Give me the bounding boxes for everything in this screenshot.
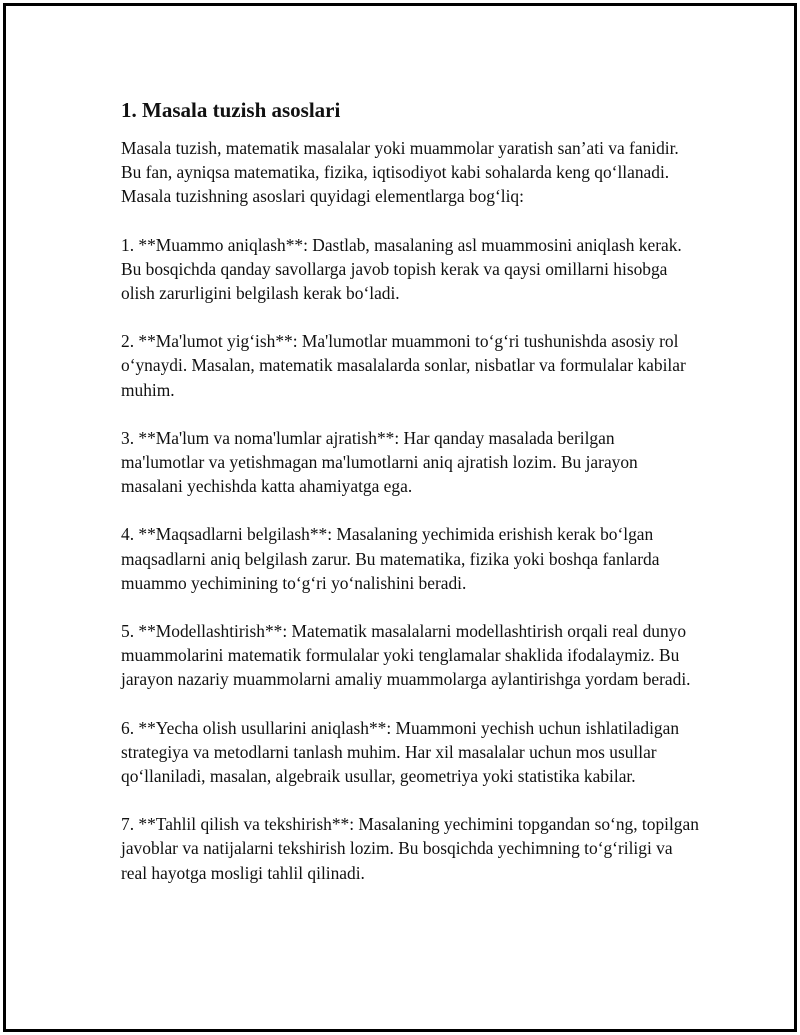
list-item-muammo-aniqlash: 1. **Muammo aniqlash**: Dastlab, masalaning asl muammosini aniqlash kerak. Bu bosqichda qanday savollarga javob topish kerak va qaysi omillarni hisobga olish zarurligini belgilash kerak bo‘ladi.: [121, 234, 682, 304]
list-item-maqsadlar: 4. **Maqsadlarni belgilash**: Masalaning yechimida erishish kerak bo‘lgan maqsadlarni aniq belgilash zarur. Bu matematika, fizika yoki boshqa fanlarda muammo yechimining to‘g‘ri yo‘nalishini beradi.: [121, 524, 660, 593]
list-item-usullar: 6. **Yecha olish usullarini aniqlash**: Muammoni yechish uchun ishlatiladigan strategiya va metodlarni tanlash muhim. Har xil masalalar uchun mos usullar qo‘llaniladi, masalan, algebraik usullar, geometriya yoki statistika kabilar.: [121, 717, 680, 787]
list-item-tahlil: 7. **Tahlil qilish va tekshirish**: Masalaning yechimini topgandan so‘ng, topilgan javoblar va natijalarni tekshirish lozim. Bu bosqichda yechimning to‘g‘riligi va real hayotga mosligi tahlil qilinadi.: [121, 814, 699, 883]
page-frame: [3, 3, 797, 1032]
list-item-modellashtirish: 5. **Modellashtirish**: Matematik masalalarni modellashtirish orqali real dunyo muammolarini matematik formulalar yoki tenglamalar shaklida ifodalaymiz. Bu jarayon nazariy muammolarni amaliy muammolarga aylantirishga yordam beradi.: [121, 621, 691, 690]
section-heading: 1. Masala tuzish asoslari: [121, 98, 341, 122]
list-item-malumot-yigish: 2. **Ma'lumot yig‘ish**: Ma'lumotlar muammoni to‘g‘ri tushunishda asosiy rol o‘ynaydi. Masalan, matematik masalalarda sonlar, nisbatlar va formulalar kabilar muhim.: [121, 331, 686, 400]
document-body: [121, 96, 701, 909]
intro-paragraph: Masala tuzish, matematik masalalar yoki muammolar yaratish san’ati va fanidir. Bu fan, ayniqsa matematika, fizika, iqtisodiyot kabi sohalarda keng qo‘llanadi. Masala tuzishning asoslari quyidagi elementlarga bog‘liq:: [121, 138, 679, 207]
list-item-malum-nomalum: 3. **Ma'lum va noma'lumlar ajratish**: Har qanday masalada berilgan ma'lumotlar va yetishmagan ma'lumotlarni aniq ajratish lozim. Bu jarayon masalani yechishda katta ahamiyatga ega.: [121, 427, 638, 497]
